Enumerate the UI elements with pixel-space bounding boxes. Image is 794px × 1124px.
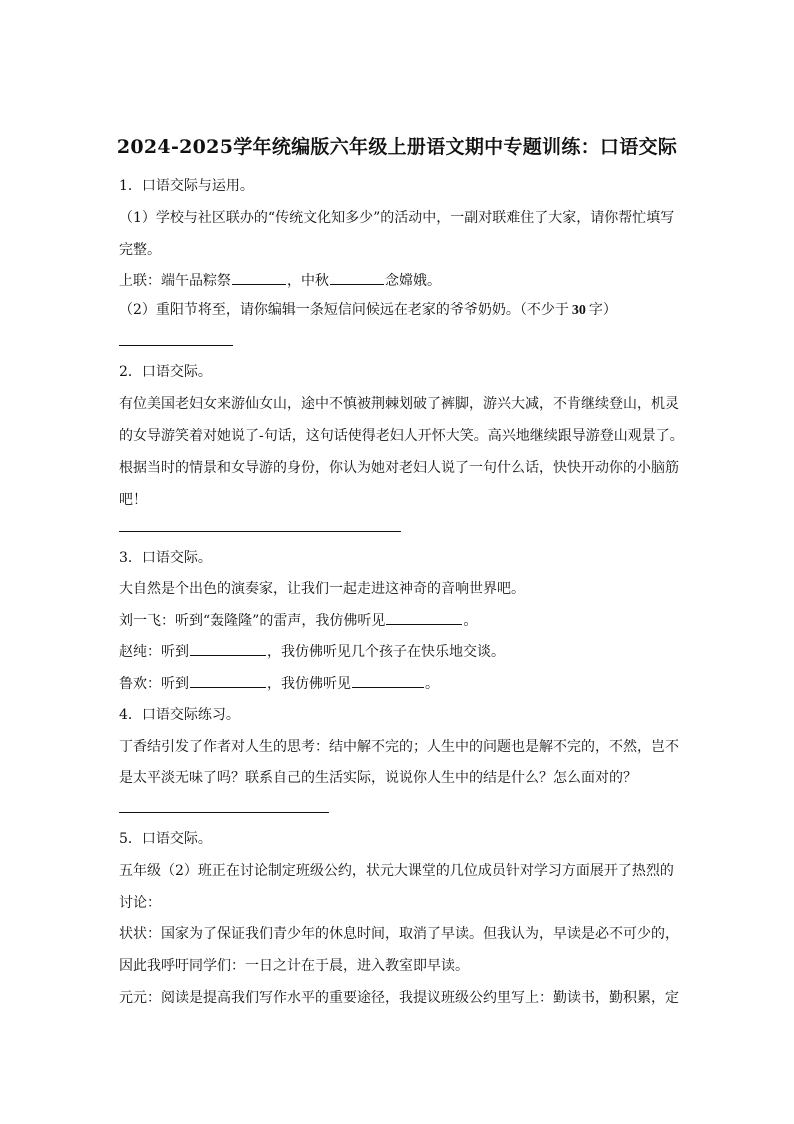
q1-heading: 1．口语交际与运用。 (119, 178, 254, 194)
q3-row-liu-text: 刘一飞：听到“轰隆隆”的雷声，我仿佛听见 (119, 613, 386, 629)
couplet-text-c: 念嫦娥。 (385, 273, 441, 289)
q5-line3: 状状：国家为了保证我们青少年的休息时间，取消了早读。但我认为，早读是必不可少的， (119, 926, 679, 942)
q2-line1: 有位美国老妇女来游仙女山，途中不慎被荆棘划破了裤脚，游兴大减，不肯继续登山，机灵 (119, 396, 679, 412)
q3-blank-1[interactable] (386, 610, 462, 625)
q4-heading: 4．口语交际练习。 (119, 707, 240, 723)
q4-line1: 丁香结引发了作者对人生的思考：结中解不完的；人生中的问题也是解不完的，不然，岂不 (119, 739, 679, 755)
q2-line4: 吧！ (119, 492, 147, 508)
q3-intro: 大自然是个出色的演奏家，让我们一起走进这神奇的音响世界吧。 (119, 581, 525, 597)
q3-row-lu (119, 673, 439, 694)
q1-part2 (119, 300, 617, 321)
q3-blank-4[interactable] (352, 673, 424, 688)
q2-answer-line[interactable] (119, 531, 401, 532)
q3-row-zhao (119, 641, 505, 662)
q1-part1-line1: （1）学校与社区联办的“传统文化知多少”的活动中，一副对联难住了大家，请你帮忙填写 (119, 210, 675, 226)
q5-heading: 5．口语交际。 (119, 831, 212, 847)
q3-row-liu-end: 。 (463, 613, 478, 629)
q4-line2: 是太平淡无味了吗？联系自己的生活实际，说说你人生中的结是什么？怎么面对的？ (119, 770, 637, 786)
q1-part1-line2: 完整。 (119, 242, 161, 258)
couplet-text-a: 上联：端午品粽祭 (119, 273, 231, 289)
q3-row-zhao-end: ，我仿佛听见几个孩子在快乐地交谈。 (267, 644, 505, 660)
q3-row-zhao-text: 赵纯：听到 (119, 644, 189, 660)
q5-line2: 讨论： (119, 895, 161, 911)
q1-part2-number: 30 (571, 303, 586, 318)
q3-blank-3[interactable] (190, 673, 266, 688)
q2-heading: 2．口语交际。 (119, 364, 212, 380)
q5-line5: 元元：阅读是提高我们写作水平的重要途径，我提议班级公约里写上：勤读书，勤积累，定 (119, 990, 679, 1006)
q3-row-liu (119, 610, 477, 631)
q1-answer-line[interactable] (119, 345, 233, 346)
q5-line1: 五年级（2）班正在讨论制定班级公约，状元大课堂的几位成员针对学习方面展开了热烈的 (119, 863, 674, 879)
q2-line2: 的女导游笑着对她说了-句话，这句话使得老妇人开怀大笑。高兴地继续跟导游登山观景了。 (119, 428, 684, 444)
q3-heading: 3．口语交际。 (119, 550, 212, 566)
q4-answer-line[interactable] (119, 812, 329, 813)
couplet-blank-2[interactable] (330, 270, 384, 285)
couplet-blank-1[interactable] (232, 270, 286, 285)
q3-row-lu-text: 鲁欢：听到 (119, 676, 189, 692)
q1-couplet (119, 270, 441, 291)
q2-line3: 根据当时的情景和女导游的身份，你认为她对老妇人说了一句什么话，快快开动你的小脑筋 (119, 460, 679, 476)
q3-row-lu-mid: ，我仿佛听见 (267, 676, 351, 692)
couplet-text-b: ，中秋 (287, 273, 329, 289)
q3-row-lu-end: 。 (425, 676, 439, 692)
q3-blank-2[interactable] (190, 641, 266, 656)
q1-part2-end: 字） (588, 302, 617, 318)
page-title: 2024-2025学年统编版六年级上册语文期中专题训练：口语交际 (116, 136, 678, 158)
q5-line4: 因此我呼吁同学们：一日之计在于晨，进入教室即早读。 (119, 958, 469, 974)
q1-part2-text: （2）重阳节将至，请你编辑一条短信问候远在老家的爷爷奶奶。（不少于 (119, 302, 569, 318)
